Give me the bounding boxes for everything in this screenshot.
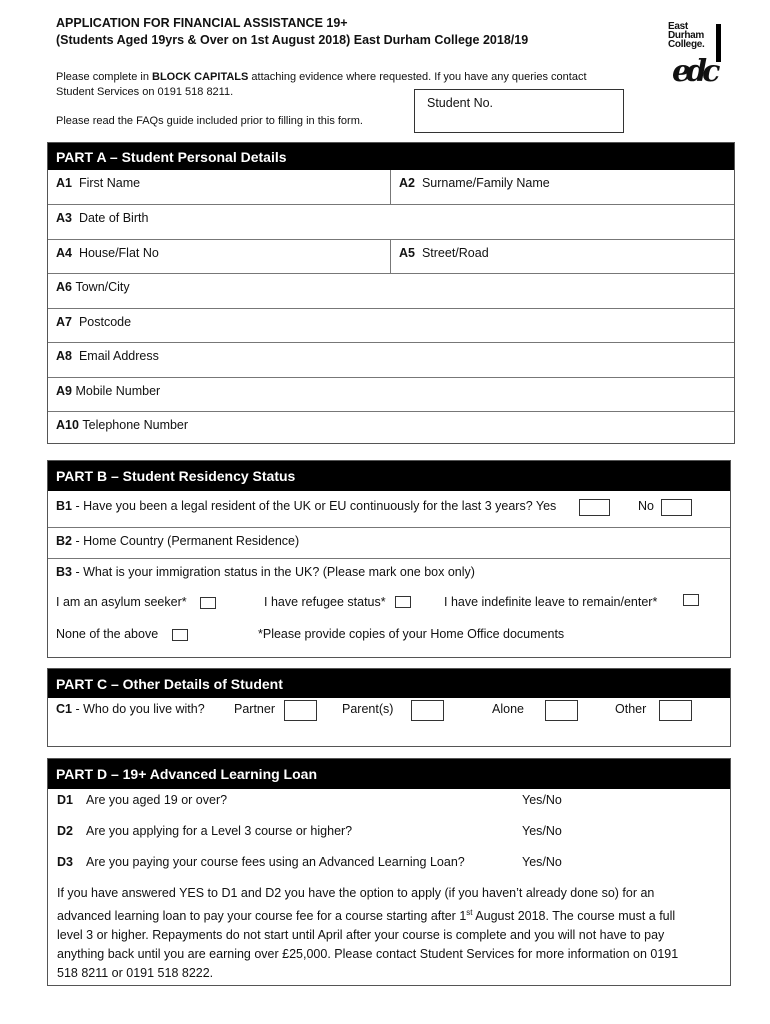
para-line-2 [57, 903, 725, 926]
row-d2 [57, 824, 353, 838]
row-a1-a2 [48, 170, 734, 204]
d1-number: D1 [57, 793, 73, 807]
part-c-section [47, 668, 731, 747]
row-a9[interactable] [48, 377, 734, 411]
part-a-section [47, 142, 735, 444]
row-a3[interactable] [48, 204, 734, 239]
logo-mark: edc [672, 54, 716, 89]
refugee-label: I have refugee status* [264, 595, 386, 609]
refugee-checkbox[interactable] [395, 596, 411, 608]
b1-yes-checkbox[interactable] [579, 499, 610, 516]
part-b-section [47, 460, 731, 658]
d3-answer[interactable]: Yes/No [522, 855, 562, 869]
a5-number: A5 [399, 246, 415, 260]
d2-question: Are you applying for a Level 3 course or higher? [86, 824, 353, 838]
b1-question: - Have you been a legal resident of the UK or EU continuously for the last 3 years? Yes [71, 499, 557, 513]
row-b2[interactable] [48, 527, 730, 558]
b2-number: B2 [56, 534, 72, 548]
row-a4-a5 [48, 239, 734, 273]
a4-number: A4 [56, 246, 72, 260]
logo-line-3: College. [668, 39, 705, 50]
row-c1 [48, 698, 730, 747]
surname-field-label: Surname/Family Name [421, 176, 550, 190]
logo-line-2: Durham [668, 30, 704, 41]
logo-line-1: East [668, 21, 688, 32]
title-line-2: (Students Aged 19yrs & Over on 1st August 2018) East Durham College 2018/19 [56, 33, 529, 47]
asylum-label: I am an asylum seeker* [56, 595, 187, 609]
street-label: Street/Road [421, 246, 489, 260]
a3-number: A3 [56, 211, 72, 225]
b2-question: - Home Country (Permanent Residence) [71, 534, 300, 548]
d3-number: D3 [57, 855, 73, 869]
b3-question: - What is your immigration status in the UK? (Please mark one box only) [71, 565, 475, 579]
title-line-1: APPLICATION FOR FINANCIAL ASSISTANCE 19+ [56, 16, 348, 30]
student-no-field[interactable] [414, 89, 624, 133]
para-sup: st [466, 908, 473, 917]
b1-no-label: No [638, 499, 654, 513]
row-b3 [48, 558, 730, 658]
intro-bold: BLOCK CAPITALS [152, 71, 249, 83]
email-label: Email Address [78, 349, 159, 363]
a9-number: A9 [56, 384, 72, 398]
street-cell[interactable] [390, 240, 497, 273]
form-title [56, 15, 528, 49]
d1-answer[interactable]: Yes/No [522, 793, 562, 807]
part-b-header [48, 461, 730, 491]
b1-no-checkbox[interactable] [661, 499, 692, 516]
loan-info-paragraph [57, 884, 725, 983]
d1-question: Are you aged 19 or over? [86, 793, 228, 807]
row-d3 [57, 855, 465, 869]
d3-question: Are you paying your course fees using an Advanced Learning Loan? [86, 855, 465, 869]
part-c-header [48, 669, 730, 698]
home-office-note: *Please provide copies of your Home Office documents [258, 627, 565, 641]
house-flat-field[interactable]: House/Flat No [78, 246, 159, 260]
a6-number: A6 [56, 280, 72, 294]
a10-number: A10 [56, 418, 79, 432]
intro-line-2: Student Services on 0191 518 8211. [56, 85, 234, 98]
alone-checkbox[interactable] [545, 700, 578, 721]
parents-checkbox[interactable] [411, 700, 444, 721]
faq-note: Please read the FAQs guide included prior to filling in this form. [56, 115, 363, 127]
para-line-4: anything back until you are earning over £25,000. Please contact Student Services for more information on 0191 [57, 947, 679, 962]
ilr-label: I have indefinite leave to remain/enter* [444, 595, 658, 609]
part-c-title: PART C – Other Details of Student [56, 675, 283, 692]
telephone-label: Telephone Number [82, 418, 189, 432]
d2-answer[interactable]: Yes/No [522, 824, 562, 838]
row-a7[interactable] [48, 308, 734, 342]
a2-number: A2 [399, 176, 415, 190]
para-line-2b: August 2018. The course must a full [472, 909, 676, 924]
logo-bar [716, 24, 721, 62]
parents-label: Parent(s) [342, 702, 394, 716]
part-a-title: PART A – Student Personal Details [56, 148, 287, 165]
para-line-3: level 3 or higher. Repayments do not start until April after your course is complete and you will not have to pay [57, 928, 665, 943]
a8-number: A8 [56, 349, 72, 363]
a1-number: A1 [56, 176, 72, 190]
part-d-header [48, 759, 730, 789]
c1-number: C1 [56, 702, 72, 716]
c1-question: - Who do you live with? [71, 702, 205, 716]
row-a6[interactable] [48, 273, 734, 308]
date-of-birth-label: Date of Birth [78, 211, 149, 225]
part-b-title: PART B – Student Residency Status [56, 468, 296, 484]
other-checkbox[interactable] [659, 700, 692, 721]
none-checkbox[interactable] [172, 629, 188, 641]
mobile-label: Mobile Number [75, 384, 161, 398]
surname-cell[interactable] [390, 170, 558, 204]
other-label: Other [615, 702, 647, 716]
college-logo [668, 22, 744, 90]
intro-post: attaching evidence where requested. If you have any queries contact [248, 71, 587, 83]
row-a10[interactable] [48, 411, 734, 444]
asylum-checkbox[interactable] [200, 597, 216, 609]
none-label: None of the above [56, 627, 159, 641]
part-d-title: PART D – 19+ Advanced Learning Loan [56, 766, 318, 782]
town-city-label: Town/City [75, 280, 130, 294]
postcode-label: Postcode [78, 315, 132, 329]
b3-number: B3 [56, 565, 72, 579]
partner-checkbox[interactable] [284, 700, 317, 721]
part-a-header [48, 143, 734, 170]
part-d-section [47, 758, 731, 986]
student-no-label: Student No. [427, 96, 494, 110]
partner-label: Partner [234, 702, 275, 716]
b1-number: B1 [56, 499, 72, 513]
para-line-2a: advanced learning loan to pay your course fee for a course starting after 1 [57, 909, 467, 924]
row-a8[interactable] [48, 342, 734, 377]
intro-pre: Please complete in [56, 71, 152, 83]
ilr-checkbox[interactable] [683, 594, 699, 606]
row-b1 [48, 491, 730, 527]
d2-number: D2 [57, 824, 73, 838]
first-name-field[interactable]: First Name [78, 176, 141, 190]
a7-number: A7 [56, 315, 72, 329]
row-d1 [57, 793, 228, 807]
para-line-1: If you have answered YES to D1 and D2 you have the option to apply (if you haven’t already done so) for an [57, 886, 655, 900]
alone-label: Alone [492, 702, 524, 716]
para-line-5: 518 8211 or 0191 518 8222. [57, 966, 214, 981]
